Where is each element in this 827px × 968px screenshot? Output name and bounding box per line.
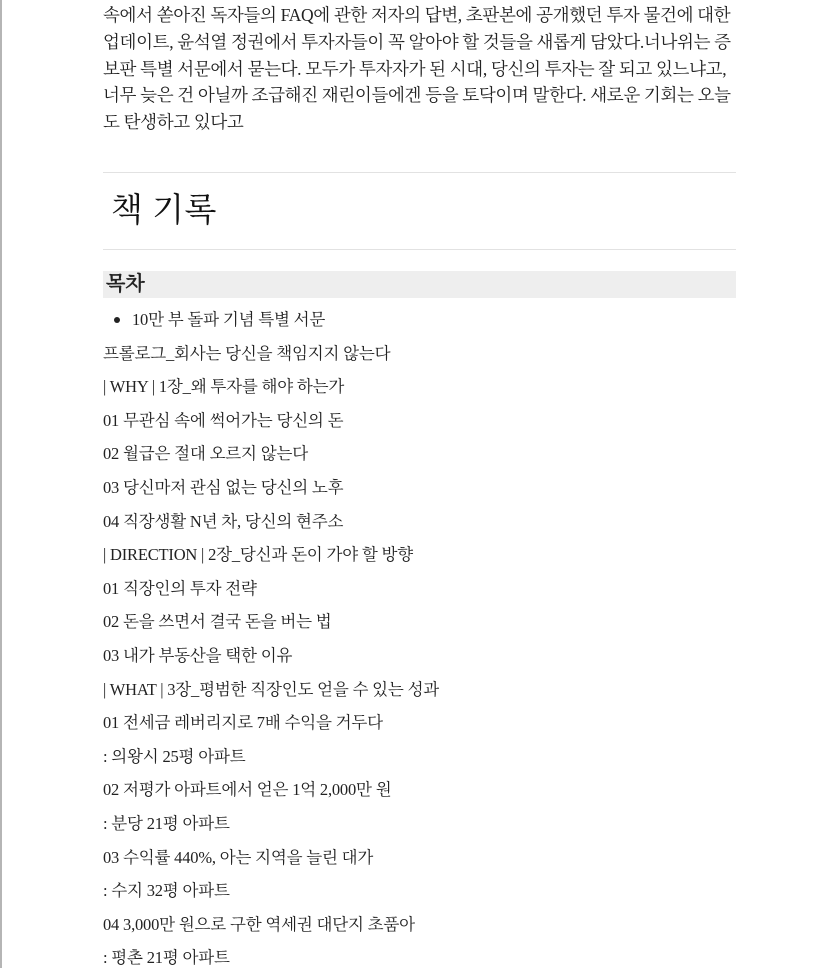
toc-list bbox=[103, 303, 736, 968]
toc-bullet-item bbox=[103, 303, 736, 337]
section-title: 책 기록 bbox=[111, 193, 217, 229]
book-intro-paragraph: 속에서 쏟아진 독자들의 FAQ에 관한 저자의 답변, 초판본에 공개했던 투자 물건에 대한 업데이트, 윤석열 정권에서 투자자들이 꼭 알아야 할 것들을 새롭게 담았다.너나위는 증보판 특별 서문에서 묻는다. 모두가 투자자가 된 시대, 당신의 투자는 잘 되고 있느냐고, 너무 늦은 건 아닐까 조급해진 재린이들에겐 등을 토닥이며 말한다. 새로운 기회는 오늘도 탄생하고 있다고 bbox=[103, 5, 731, 133]
toc-line: | WHAT | 3장_평범한 직장인도 얻을 수 있는 성과 bbox=[103, 679, 440, 699]
toc-line: : 수지 32평 아파트 bbox=[103, 881, 230, 901]
toc-line: | WHY | 1장_왜 투자를 해야 하는가 bbox=[103, 377, 345, 397]
toc-line: 프롤로그_회사는 당신을 책임지지 않는다 bbox=[103, 343, 391, 363]
toc-heading: 목차 bbox=[103, 271, 736, 298]
toc-line: : 평촌 21평 아파트 bbox=[103, 948, 230, 968]
toc-line: 01 전세금 레버리지로 7배 수익을 거두다 bbox=[103, 713, 383, 733]
toc-line: 03 당신마저 관심 없는 당신의 노후 bbox=[103, 477, 344, 497]
title-divider bbox=[103, 249, 736, 250]
toc-line: 02 저평가 아파트에서 얻은 1억 2,000만 원 bbox=[103, 780, 392, 800]
toc-line: 02 돈을 쓰면서 결국 돈을 버는 법 bbox=[103, 612, 332, 632]
toc-line: 02 월급은 절대 오르지 않는다 bbox=[103, 444, 308, 464]
toc-line: 04 3,000만 원으로 구한 역세권 대단지 초품아 bbox=[103, 914, 415, 934]
toc-line: : 의왕시 25평 아파트 bbox=[103, 746, 246, 766]
page-left-border bbox=[0, 0, 2, 968]
toc-line: | DIRECTION | 2장_당신과 돈이 가야 할 방향 bbox=[103, 545, 414, 565]
toc-line: 03 수익률 440%, 아는 지역을 늘린 대가 bbox=[103, 847, 374, 867]
toc-bullet-text: 10만 부 돌파 기념 특별 서문 bbox=[132, 310, 326, 329]
toc-line: 01 무관심 속에 썩어가는 당신의 돈 bbox=[103, 410, 344, 430]
toc-line: 03 내가 부동산을 택한 이유 bbox=[103, 645, 293, 665]
toc-line: : 분당 21평 아파트 bbox=[103, 813, 230, 833]
main-content bbox=[103, 0, 736, 968]
toc-line: 04 직장생활 N년 차, 당신의 현주소 bbox=[103, 511, 344, 531]
bullet-dot-icon bbox=[114, 317, 120, 323]
toc-line: 01 직장인의 투자 전략 bbox=[103, 578, 257, 598]
